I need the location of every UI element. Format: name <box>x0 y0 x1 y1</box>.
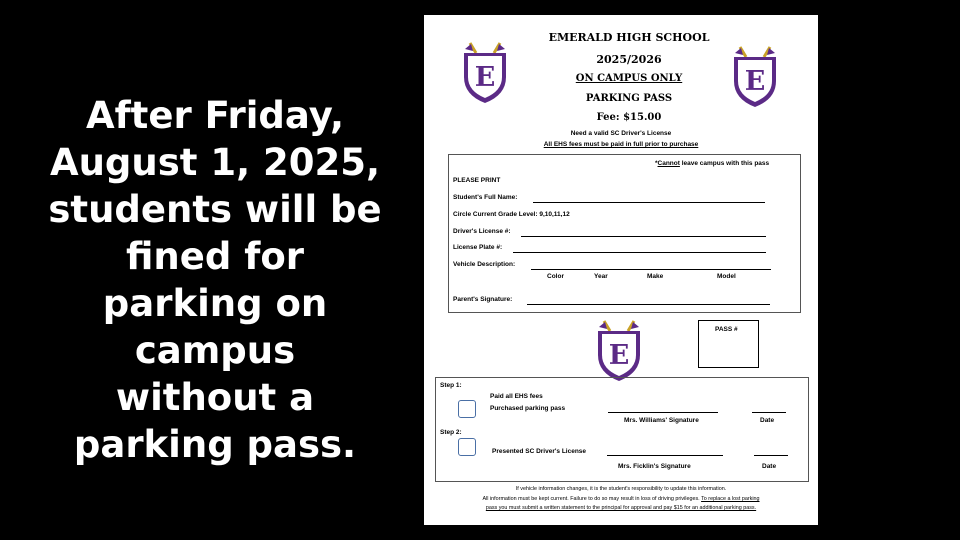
step2-checkbox[interactable] <box>458 438 476 456</box>
headline-line: students will be <box>48 188 382 231</box>
footer-underlined: To replace a lost parking <box>701 496 760 502</box>
headline-notice <box>40 92 390 468</box>
student-info-section <box>448 154 801 313</box>
parent-signature-field[interactable] <box>527 304 770 305</box>
crest-letter: E <box>474 62 496 93</box>
williams-signature-field[interactable] <box>608 412 718 413</box>
vehicle-model-label: Model <box>717 273 736 280</box>
step1-checkbox[interactable] <box>458 400 476 418</box>
headline-line: parking on <box>102 282 328 325</box>
school-name: EMERALD HIGH SCHOOL <box>548 31 710 44</box>
school-crest-icon <box>728 45 782 109</box>
drivers-license-label: Driver's License #: <box>453 228 511 235</box>
purchased-pass-label: Purchased parking pass <box>490 405 566 412</box>
date1-label: Date <box>760 417 775 424</box>
crest-letter: E <box>608 340 630 371</box>
date2-field[interactable] <box>754 455 788 456</box>
license-requirement: Need a valid SC Driver's License <box>570 130 672 137</box>
note-rest: leave campus with this pass <box>679 160 770 167</box>
vehicle-year-label: Year <box>594 273 608 280</box>
vehicle-make-label: Make <box>647 273 664 280</box>
grade-level-label: Circle Current Grade Level: 9,10,11,12 <box>453 211 570 218</box>
step2-label: Step 2: <box>440 429 462 436</box>
footer-line: If vehicle information changes, it is the student's responsibility to update this information. <box>515 486 727 492</box>
headline-line: August 1, 2025, <box>49 141 381 184</box>
footer-line <box>424 496 818 502</box>
note-cannot: Cannot <box>657 160 680 167</box>
parking-pass-form <box>424 15 818 525</box>
ficklin-signature-field[interactable] <box>607 455 723 456</box>
vehicle-description-label: Vehicle Description: <box>453 261 516 268</box>
pass-title: PARKING PASS <box>585 93 673 104</box>
headline-line: parking pass. <box>73 423 357 466</box>
paid-fees-label: Paid all EHS fees <box>490 393 543 400</box>
date1-field[interactable] <box>752 412 786 413</box>
school-crest-icon <box>458 41 512 105</box>
footer-plain: All information must be kept current. Failure to do so may result in loss of driving privileges. <box>482 496 702 502</box>
headline-line: without a <box>115 376 315 419</box>
pass-number-label: PASS # <box>715 326 738 333</box>
headline-line: campus <box>134 329 296 372</box>
pass-number-box[interactable] <box>698 320 759 368</box>
please-print-label: PLEASE PRINT <box>453 177 501 184</box>
presented-license-label: Presented SC Driver's License <box>492 448 587 455</box>
school-year: 2025/2026 <box>596 53 662 66</box>
step1-label: Step 1: <box>440 382 462 389</box>
vehicle-color-label: Color <box>547 273 564 280</box>
ficklin-signature-label: Mrs. Ficklin's Signature <box>618 463 691 470</box>
pass-fee: Fee: $15.00 <box>596 112 662 123</box>
vehicle-description-field[interactable] <box>531 269 771 270</box>
full-name-field[interactable] <box>533 202 765 203</box>
headline-line: After Friday, <box>85 94 345 137</box>
date2-label: Date <box>762 463 777 470</box>
footer-line: pass you must submit a written statement to the principal for approval and pay $15 for an additional parking pass. <box>485 505 757 511</box>
drivers-license-field[interactable] <box>521 236 766 237</box>
headline-line: fined for <box>126 235 304 278</box>
license-plate-field[interactable] <box>513 252 766 253</box>
crest-letter: E <box>744 66 766 97</box>
cannot-leave-note <box>655 160 769 167</box>
williams-signature-label: Mrs. Williams' Signature <box>624 417 699 424</box>
steps-section <box>435 377 809 482</box>
fees-requirement: All EHS fees must be paid in full prior to purchase <box>543 141 699 148</box>
school-crest-icon <box>592 319 646 383</box>
full-name-label: Student's Full Name: <box>453 194 518 201</box>
license-plate-label: License Plate #: <box>453 244 503 251</box>
note-asterisk: * <box>655 160 658 167</box>
parent-signature-label: Parent's Signature: <box>453 296 513 303</box>
campus-only-label: ON CAMPUS ONLY <box>575 73 683 84</box>
